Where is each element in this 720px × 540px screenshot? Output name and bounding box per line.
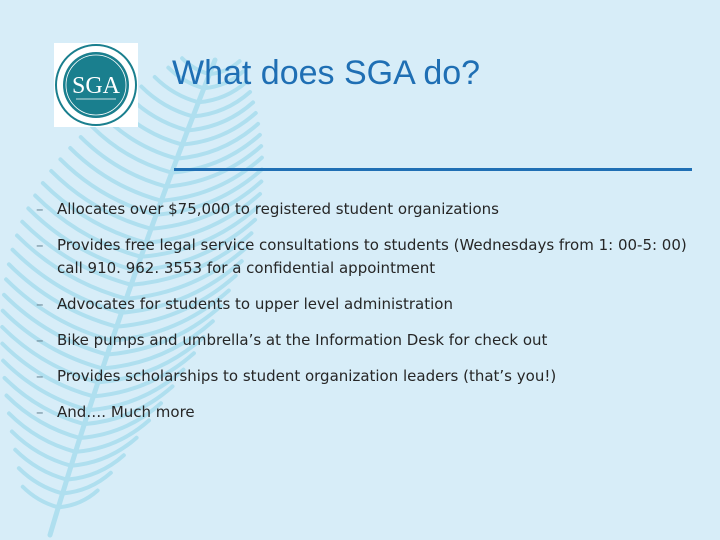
bullet-item	[36, 234, 706, 280]
bullet-item	[36, 401, 706, 424]
bullet-text: Bike pumps and umbrella’s at the Information Desk for check out	[57, 331, 548, 349]
feather-barb	[70, 148, 161, 201]
sga-logo-seal	[54, 43, 138, 127]
bullet-item	[36, 365, 706, 388]
bullet-item	[36, 329, 706, 352]
bullet-text: Advocates for students to upper level administration	[57, 295, 453, 313]
bullet-list	[36, 198, 706, 437]
bullet-dash: –	[36, 367, 44, 385]
bullet-item	[36, 198, 706, 221]
title-divider	[174, 168, 692, 171]
slide-title: What does SGA do?	[172, 54, 481, 92]
bullet-text: Provides free legal service consultations to students (Wednesdays from 1: 00-5: 00) call 910. 962. 3553 for a confidential appointment	[57, 236, 687, 277]
sga-logo	[54, 43, 138, 127]
bullet-item	[36, 293, 706, 316]
bullet-dash: –	[36, 236, 44, 254]
bullet-dash: –	[36, 200, 44, 218]
bullet-dash: –	[36, 331, 44, 349]
bullet-dash: –	[36, 295, 44, 313]
feather-barb	[92, 126, 172, 172]
bullet-text: Allocates over $75,000 to registered student organizations	[57, 200, 499, 218]
feather-barb	[81, 137, 167, 187]
bullet-text: Provides scholarships to student organization leaders (that’s you!)	[57, 367, 557, 385]
bullet-text: And…. Much more	[57, 403, 195, 421]
bullet-dash: –	[36, 403, 44, 421]
logo-text: SGA	[71, 73, 121, 99]
